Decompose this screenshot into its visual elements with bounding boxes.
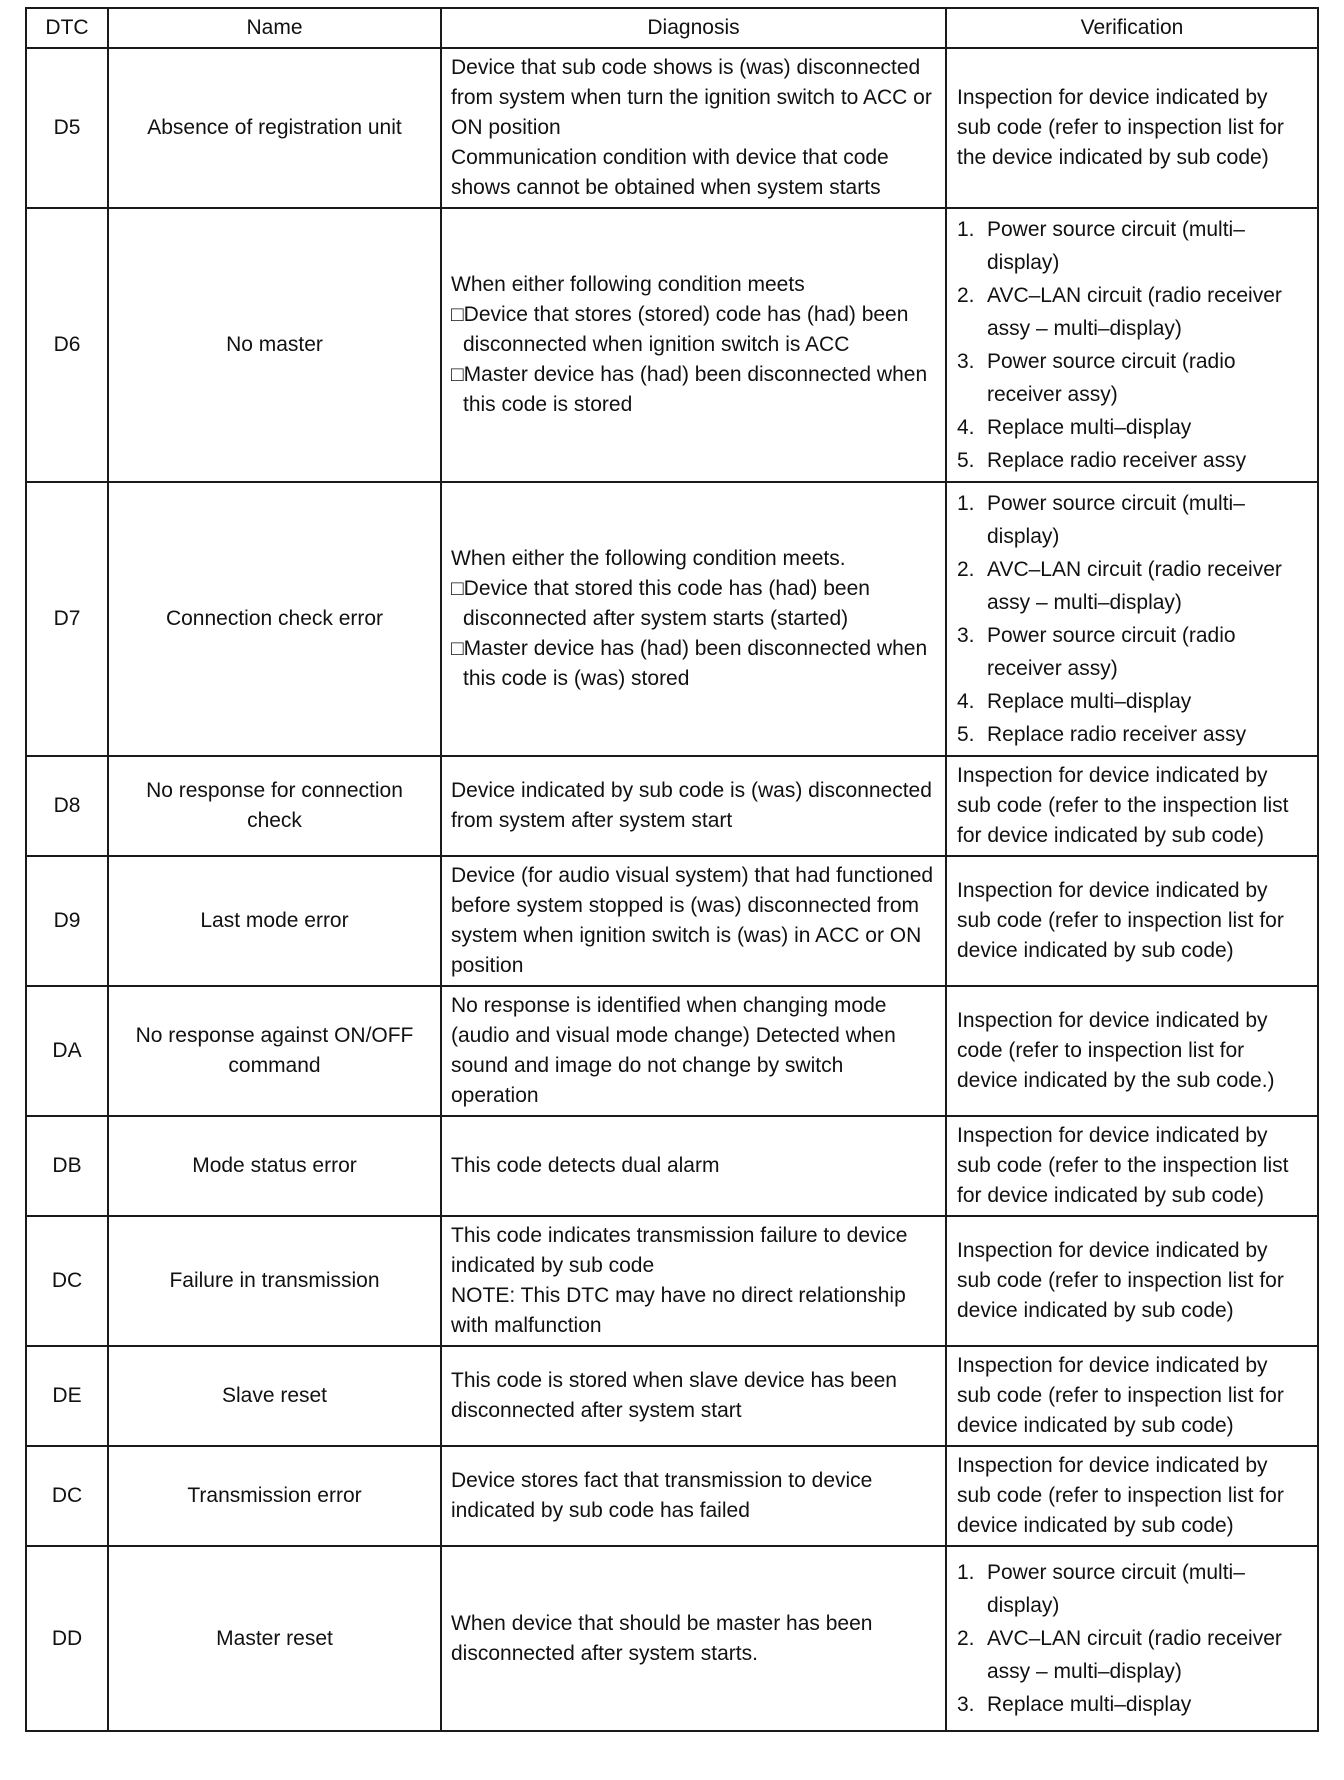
step-text: Replace multi–display <box>987 416 1192 439</box>
header-name: Name <box>108 8 441 48</box>
table-body <box>26 48 1318 1731</box>
dtc-code-cell: D9 <box>26 856 108 986</box>
table-row <box>26 1116 1318 1216</box>
diagnosis-cell <box>441 1116 946 1216</box>
step-number: 1. <box>957 1561 975 1584</box>
step-number: 5. <box>957 723 975 746</box>
verification-steps <box>957 213 1307 477</box>
diagnosis-cell <box>441 986 946 1116</box>
verification-text: Inspection for device indicated by code (refer to inspection list for device indicated by the sub code.) <box>957 1009 1275 1092</box>
verification-text: Inspection for device indicated by sub code (refer to inspection list for device indicated by sub code) <box>957 1239 1284 1322</box>
diagnosis-line: This code is stored when slave device has been disconnected after system start <box>451 1369 897 1422</box>
verification-text: Inspection for device indicated by sub code (refer to inspection list for the device indicated by sub code) <box>957 86 1284 169</box>
verification-cell <box>946 856 1318 986</box>
step-text: Replace radio receiver assy <box>987 449 1247 472</box>
dtc-name-cell: No master <box>108 208 441 482</box>
step-text: Power source circuit (radio receiver assy) <box>987 350 1236 406</box>
header-dtc: DTC <box>26 8 108 48</box>
table-row <box>26 1546 1318 1731</box>
diagnosis-line: This code indicates transmission failure to device indicated by sub code <box>451 1224 908 1277</box>
verification-step <box>957 718 1307 751</box>
table-row <box>26 48 1318 208</box>
diagnosis-line: Communication condition with device that code shows cannot be obtained when system starts <box>451 146 889 199</box>
dtc-code-cell: D8 <box>26 756 108 856</box>
step-number: 1. <box>957 218 975 241</box>
step-text: Power source circuit (radio receiver assy) <box>987 624 1236 680</box>
table-row <box>26 208 1318 482</box>
header-verification: Verification <box>946 8 1318 48</box>
table-header <box>26 8 1318 48</box>
step-number: 2. <box>957 284 975 307</box>
dtc-name-cell: No response for connection check <box>108 756 441 856</box>
verification-cell <box>946 48 1318 208</box>
verification-text: Inspection for device indicated by sub code (refer to inspection list for device indicated by sub code) <box>957 879 1284 962</box>
verification-step <box>957 685 1307 718</box>
step-number: 2. <box>957 558 975 581</box>
verification-cell <box>946 986 1318 1116</box>
verification-step <box>957 1622 1307 1688</box>
verification-steps <box>957 1556 1307 1721</box>
step-number: 3. <box>957 624 975 647</box>
step-number: 3. <box>957 1693 975 1716</box>
dtc-name-cell: Failure in transmission <box>108 1216 441 1346</box>
verification-step <box>957 411 1307 444</box>
verification-cell <box>946 1216 1318 1346</box>
step-text: Replace multi–display <box>987 690 1192 713</box>
verification-text: Inspection for device indicated by sub code (refer to inspection list for device indicated by sub code) <box>957 1454 1284 1537</box>
dtc-code-cell: DC <box>26 1446 108 1546</box>
verification-step <box>957 213 1307 279</box>
diagnosis-cell <box>441 48 946 208</box>
diagnosis-line: □Device that stores (stored) code has (had) been disconnected when ignition switch is ACC <box>451 303 909 356</box>
diagnosis-line: □Master device has (had) been disconnected when this code is stored <box>451 363 928 416</box>
step-text: Power source circuit (multi–display) <box>987 1561 1245 1617</box>
diagnosis-cell <box>441 1216 946 1346</box>
verification-step <box>957 1556 1307 1622</box>
verification-text: Inspection for device indicated by sub code (refer to the inspection list for device indicated by sub code) <box>957 764 1289 847</box>
diagnosis-cell <box>441 756 946 856</box>
step-number: 3. <box>957 350 975 373</box>
dtc-table-sheet <box>25 7 1317 1732</box>
verification-cell <box>946 482 1318 756</box>
step-number: 4. <box>957 690 975 713</box>
diagnosis-line: □Master device has (had) been disconnected when this code is (was) stored <box>451 637 928 690</box>
verification-step <box>957 345 1307 411</box>
diagnosis-line: Device stores fact that transmission to device indicated by sub code has failed <box>451 1469 873 1522</box>
verification-steps <box>957 487 1307 751</box>
verification-cell <box>946 1116 1318 1216</box>
verification-step <box>957 444 1307 477</box>
dtc-table <box>25 7 1319 1732</box>
table-row <box>26 482 1318 756</box>
step-number: 4. <box>957 416 975 439</box>
step-text: Replace radio receiver assy <box>987 723 1247 746</box>
step-text: AVC–LAN circuit (radio receiver assy – multi–display) <box>987 284 1282 340</box>
diagnosis-cell <box>441 856 946 986</box>
dtc-name-cell: Absence of registration unit <box>108 48 441 208</box>
step-text: AVC–LAN circuit (radio receiver assy – multi–display) <box>987 558 1282 614</box>
diagnosis-line: This code detects dual alarm <box>451 1154 720 1177</box>
dtc-name-cell: Last mode error <box>108 856 441 986</box>
diagnosis-cell <box>441 482 946 756</box>
diagnosis-cell <box>441 1446 946 1546</box>
step-number: 5. <box>957 449 975 472</box>
step-text: Power source circuit (multi–display) <box>987 492 1245 548</box>
table-row <box>26 1446 1318 1546</box>
diagnosis-line: When device that should be master has been disconnected after system starts. <box>451 1611 873 1665</box>
diagnosis-line: Device indicated by sub code is (was) disconnected from system after system start <box>451 779 932 832</box>
header-row <box>26 8 1318 48</box>
verification-step <box>957 553 1307 619</box>
diagnosis-line: When either following condition meets <box>451 273 805 296</box>
step-number: 2. <box>957 1627 975 1650</box>
dtc-code-cell: D7 <box>26 482 108 756</box>
dtc-name-cell: Master reset <box>108 1546 441 1731</box>
header-diagnosis: Diagnosis <box>441 8 946 48</box>
dtc-name-cell: Mode status error <box>108 1116 441 1216</box>
dtc-name-cell: Transmission error <box>108 1446 441 1546</box>
diagnosis-line: NOTE: This DTC may have no direct relationship with malfunction <box>451 1284 906 1337</box>
verification-cell <box>946 1546 1318 1731</box>
diagnosis-line: No response is identified when changing mode (audio and visual mode change) Detected when sound and image do not change by switch operation <box>451 994 896 1107</box>
table-row <box>26 856 1318 986</box>
verification-cell <box>946 1446 1318 1546</box>
table-row <box>26 1346 1318 1446</box>
verification-cell <box>946 1346 1318 1446</box>
verification-text: Inspection for device indicated by sub code (refer to the inspection list for device indicated by sub code) <box>957 1124 1289 1207</box>
table-row <box>26 986 1318 1116</box>
diagnosis-line: Device (for audio visual system) that had functioned before system stopped is (was) disconnected from system when ignition switch is (was) in ACC or ON position <box>451 864 934 977</box>
dtc-code-cell: DE <box>26 1346 108 1446</box>
dtc-code-cell: D5 <box>26 48 108 208</box>
step-number: 1. <box>957 492 975 515</box>
dtc-name-cell: No response against ON/OFF command <box>108 986 441 1116</box>
step-text: AVC–LAN circuit (radio receiver assy – multi–display) <box>987 1627 1282 1683</box>
dtc-code-cell: DB <box>26 1116 108 1216</box>
step-text: Replace multi–display <box>987 1693 1192 1716</box>
verification-step <box>957 1688 1307 1721</box>
table-row <box>26 1216 1318 1346</box>
dtc-name-cell: Slave reset <box>108 1346 441 1446</box>
verification-cell <box>946 756 1318 856</box>
dtc-name-cell: Connection check error <box>108 482 441 756</box>
step-text: Power source circuit (multi–display) <box>987 218 1245 274</box>
dtc-code-cell: D6 <box>26 208 108 482</box>
verification-text: Inspection for device indicated by sub code (refer to inspection list for device indicated by sub code) <box>957 1354 1284 1437</box>
verification-step <box>957 619 1307 685</box>
dtc-code-cell: DC <box>26 1216 108 1346</box>
table-row <box>26 756 1318 856</box>
diagnosis-line: Device that sub code shows is (was) disconnected from system when turn the ignition switch to ACC or ON position <box>451 56 932 139</box>
diagnosis-cell <box>441 1546 946 1731</box>
verification-cell <box>946 208 1318 482</box>
diagnosis-line: □Device that stored this code has (had) been disconnected after system starts (started) <box>451 577 870 630</box>
dtc-code-cell: DA <box>26 986 108 1116</box>
verification-step <box>957 487 1307 553</box>
diagnosis-line: When either the following condition meets. <box>451 547 846 570</box>
diagnosis-cell <box>441 208 946 482</box>
diagnosis-cell <box>441 1346 946 1446</box>
verification-step <box>957 279 1307 345</box>
dtc-code-cell: DD <box>26 1546 108 1731</box>
